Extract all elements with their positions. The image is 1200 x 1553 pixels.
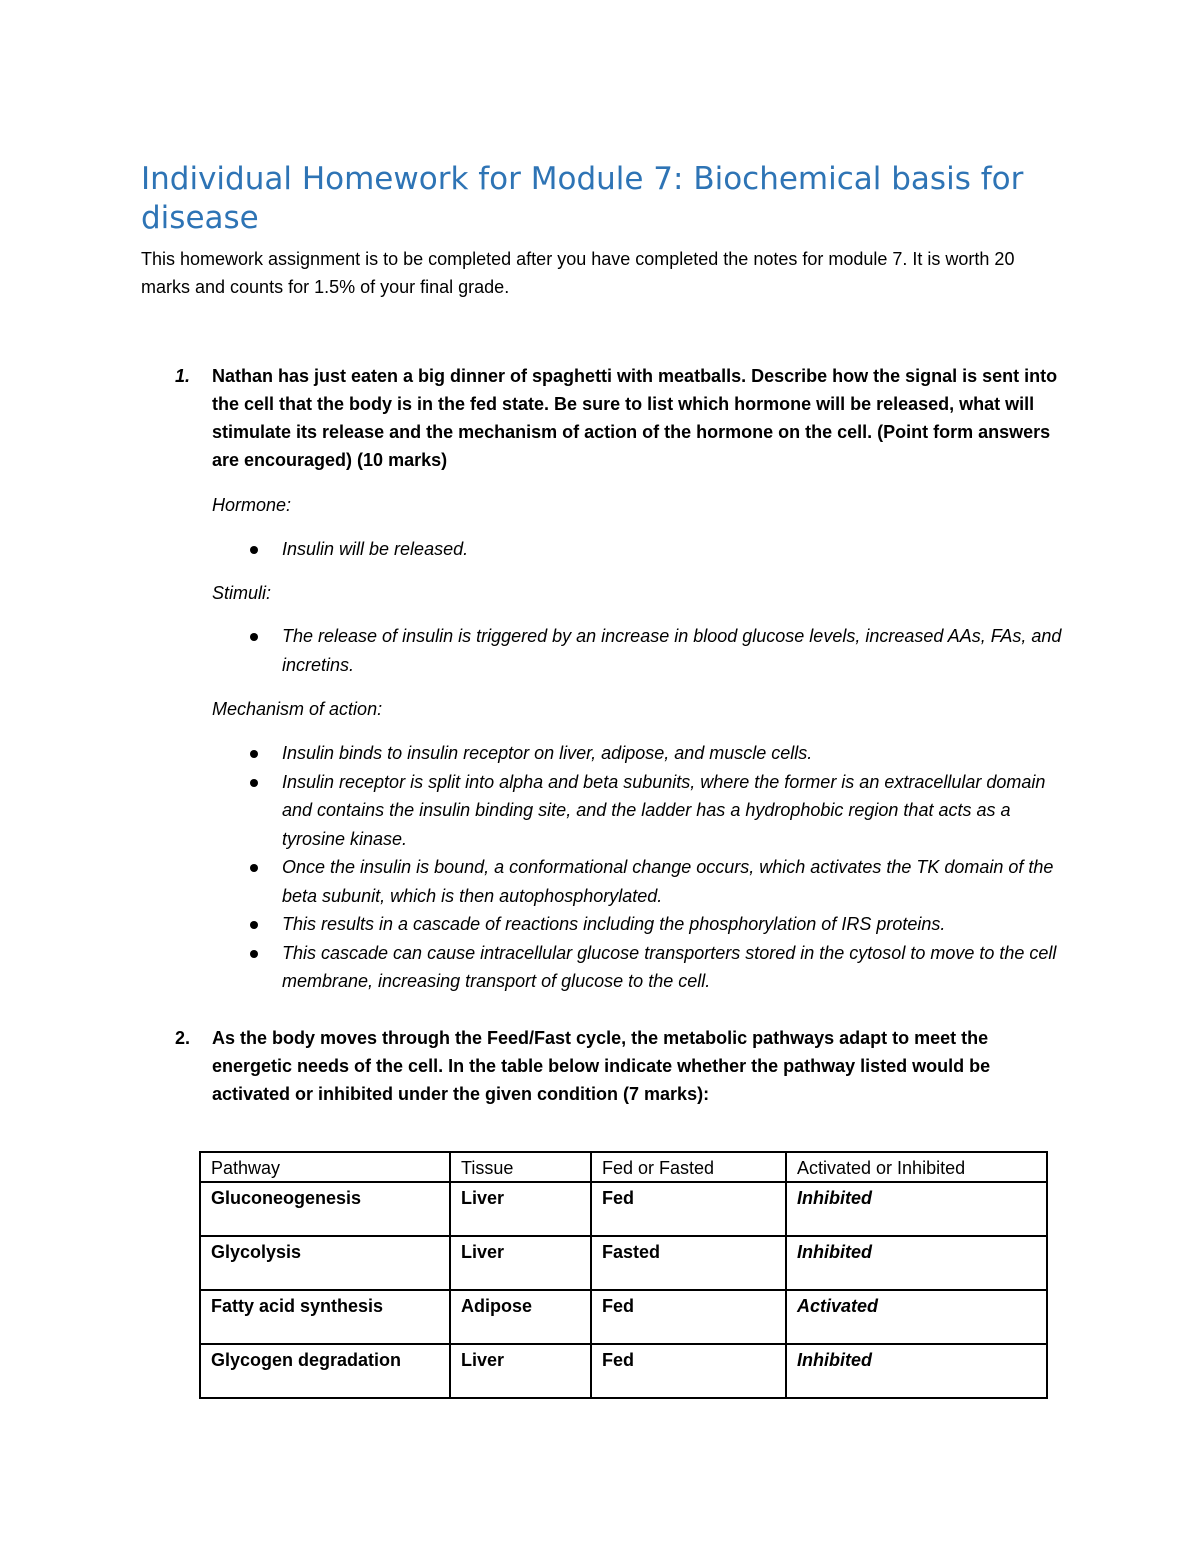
- question-1-text: Nathan has just eaten a big dinner of spaghetti with meatballs. Describe how the signal is sent into the cell that the body is in the fed state. Be sure to list which hormone will be released, what will stimulate its release and the mechanism of action of the hormone on the cell. (Point form answers are encouraged) (10 marks): [212, 366, 1058, 470]
- column-header-tissue: Tissue: [450, 1152, 591, 1182]
- bullet-icon: [250, 633, 258, 641]
- bullet-icon: [250, 950, 258, 958]
- list-item-text: Insulin binds to insulin receptor on liver, adipose, and muscle cells.: [282, 743, 813, 763]
- bullet-icon: [250, 864, 258, 872]
- list-item: [212, 853, 1072, 910]
- result-cell: Inhibited: [786, 1236, 1047, 1290]
- pathway-cell: Glycolysis: [200, 1236, 450, 1290]
- result-cell: Inhibited: [786, 1344, 1047, 1398]
- column-header-pathway: Pathway: [200, 1152, 450, 1182]
- column-header-activated-or-inhibited: Activated or Inhibited: [786, 1152, 1047, 1182]
- result-cell: Activated: [786, 1290, 1047, 1344]
- condition-cell: Fasted: [591, 1236, 786, 1290]
- bullet-icon: [250, 779, 258, 787]
- table-row: [200, 1344, 1047, 1398]
- mechanism-list: [212, 739, 1072, 996]
- pathway-table: [199, 1151, 1048, 1399]
- page-title: Individual Homework for Module 7: Biochemical basis for disease: [141, 161, 1024, 236]
- list-item: [212, 910, 1072, 939]
- pathway-cell: Fatty acid synthesis: [200, 1290, 450, 1344]
- hormone-label: Hormone:: [212, 495, 292, 515]
- list-item-text: Once the insulin is bound, a conformational change occurs, which activates the TK domain of the beta subunit, which is then autophosphorylated.: [282, 857, 1054, 906]
- hormone-list: [212, 535, 1072, 564]
- bullet-icon: [250, 921, 258, 929]
- column-header-fed-or-fasted: Fed or Fasted: [591, 1152, 786, 1182]
- mechanism-label: Mechanism of action:: [212, 699, 383, 719]
- question-1-number: 1.: [175, 366, 191, 386]
- tissue-cell: Liver: [450, 1182, 591, 1236]
- tissue-cell: Adipose: [450, 1290, 591, 1344]
- list-item: [212, 535, 1072, 564]
- tissue-cell: Liver: [450, 1236, 591, 1290]
- result-cell: Inhibited: [786, 1182, 1047, 1236]
- list-item-text: The release of insulin is triggered by an increase in blood glucose levels, increased AAs, FAs, and incretins.: [282, 626, 1062, 675]
- table-row: [200, 1182, 1047, 1236]
- table-header-row: [200, 1152, 1047, 1182]
- list-item: [212, 739, 1072, 768]
- list-item: [212, 768, 1072, 854]
- list-item-text: This results in a cascade of reactions including the phosphorylation of IRS proteins.: [282, 914, 946, 934]
- condition-cell: Fed: [591, 1182, 786, 1236]
- pathway-cell: Glycogen degradation: [200, 1344, 450, 1398]
- bullet-icon: [250, 546, 258, 554]
- tissue-cell: Liver: [450, 1344, 591, 1398]
- stimuli-label: Stimuli:: [212, 583, 272, 603]
- condition-cell: Fed: [591, 1290, 786, 1344]
- list-item: [212, 622, 1072, 679]
- list-item-text: Insulin receptor is split into alpha and beta subunits, where the former is an extracellular domain and contains the insulin binding site, and the ladder has a hydrophobic region that acts as a tyrosine kinase.: [282, 771, 1046, 849]
- question-2-text: As the body moves through the Feed/Fast cycle, the metabolic pathways adapt to meet the energetic needs of the cell. In the table below indicate whether the pathway listed would be activated or inhibited under the given condition (7 marks):: [212, 1028, 991, 1104]
- list-item: [212, 939, 1072, 996]
- list-item-text: This cascade can cause intracellular glucose transporters stored in the cytosol to move to the cell membrane, increasing transport of glucose to the cell.: [282, 942, 1057, 991]
- stimuli-list: [212, 622, 1072, 679]
- table-row: [200, 1290, 1047, 1344]
- list-item-text: Insulin will be released.: [282, 539, 469, 559]
- intro-paragraph: This homework assignment is to be completed after you have completed the notes for module 7. It is worth 20 marks and counts for 1.5% of your final grade.: [141, 249, 1015, 297]
- question-2-number: 2.: [175, 1028, 191, 1048]
- table-row: [200, 1236, 1047, 1290]
- bullet-icon: [250, 750, 258, 758]
- pathway-cell: Gluconeogenesis: [200, 1182, 450, 1236]
- condition-cell: Fed: [591, 1344, 786, 1398]
